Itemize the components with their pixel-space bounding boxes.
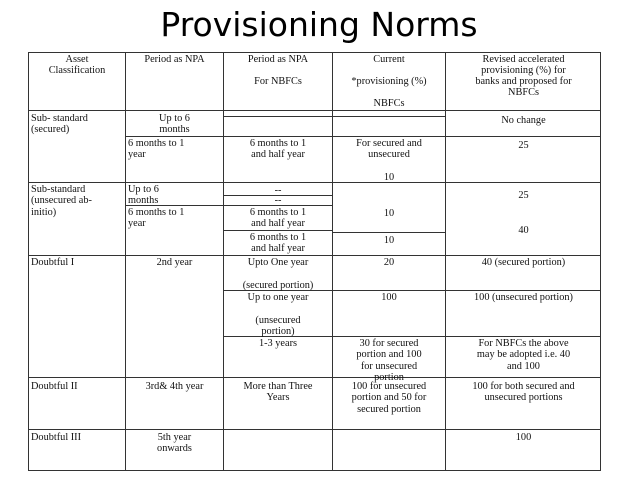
revised-doubtful-1-a: 40 (secured portion)	[481, 257, 566, 268]
current-substandard-unsecured-b1: 10	[383, 208, 395, 219]
asset-doubtful-1: Doubtful I	[31, 257, 75, 268]
period-substandard-secured-b: 6 months to 1 year	[128, 138, 185, 161]
page-title: Provisioning Norms	[160, 5, 478, 44]
nbfc-substandard-unsecured-a1: --	[274, 185, 282, 196]
current-doubtful-1-b: 100	[381, 292, 397, 303]
current-substandard-unsecured-b2: 10	[383, 235, 395, 246]
revised-doubtful-1-c: For NBFCs the above may be adopted i.e. 40 and 100	[476, 338, 571, 372]
asset-substandard-unsecured: Sub-standard (unsecured ab- initio)	[31, 184, 92, 218]
revised-substandard-secured-a: No change	[501, 115, 546, 126]
header-current-provisioning: Current *provisioning (%) NBFCs	[351, 54, 427, 109]
nbfc-doubtful-1-c: 1-3 years	[258, 338, 298, 349]
revised-doubtful-1-b: 100 (unsecured portion)	[474, 292, 573, 303]
revised-doubtful-3: 100	[515, 432, 532, 443]
revised-substandard-unsecured-b: 40	[518, 225, 529, 236]
period-doubtful-3: 5th year onwards	[157, 432, 192, 455]
nbfc-doubtful-1-b: Up to one year (unsecured portion)	[247, 292, 309, 338]
asset-doubtful-2: Doubtful II	[31, 381, 78, 392]
nbfc-substandard-unsecured-b2: 6 months to 1 and half year	[249, 232, 307, 255]
revised-doubtful-2: 100 for both secured and unsecured portions	[472, 381, 575, 404]
header-period-as-npa-nbfcs: Period as NPA For NBFCs	[247, 54, 309, 87]
header-revised-provisioning: Revised accelerated provisioning (%) for banks and proposed for NBFCs	[475, 54, 572, 98]
current-doubtful-1-a: 20	[383, 257, 395, 268]
current-doubtful-2: 100 for unsecured portion and 50 for secured portion	[351, 381, 427, 415]
asset-substandard-secured: Sub- standard (secured)	[31, 113, 88, 136]
period-substandard-secured-a: Up to 6 months	[159, 113, 190, 136]
nbfc-substandard-unsecured-a2: --	[274, 195, 282, 206]
current-substandard-secured-b: For secured and unsecured 10	[356, 138, 422, 184]
nbfc-substandard-unsecured-b1: 6 months to 1 and half year	[249, 207, 307, 230]
revised-substandard-unsecured-a: 25	[518, 190, 529, 201]
nbfc-doubtful-2: More than Three Years	[243, 381, 313, 404]
header-asset-classification: Asset Classification	[48, 54, 106, 76]
provisioning-table	[28, 52, 602, 472]
current-doubtful-1-c: 30 for secured portion and 100 for unsecured portion	[356, 338, 422, 384]
period-substandard-unsecured-b: 6 months to 1 year	[128, 207, 185, 230]
period-doubtful-1: 2nd year	[156, 257, 193, 268]
asset-doubtful-3: Doubtful III	[31, 432, 82, 443]
header-period-as-npa: Period as NPA	[144, 54, 205, 65]
revised-substandard-secured-b: 25	[518, 140, 529, 151]
period-substandard-unsecured-a: Up to 6 months	[128, 184, 159, 207]
nbfc-doubtful-1-a: Upto One year (secured portion)	[242, 257, 314, 291]
period-doubtful-2: 3rd& 4th year	[145, 381, 204, 392]
nbfc-substandard-secured-b: 6 months to 1 and half year	[249, 138, 307, 161]
